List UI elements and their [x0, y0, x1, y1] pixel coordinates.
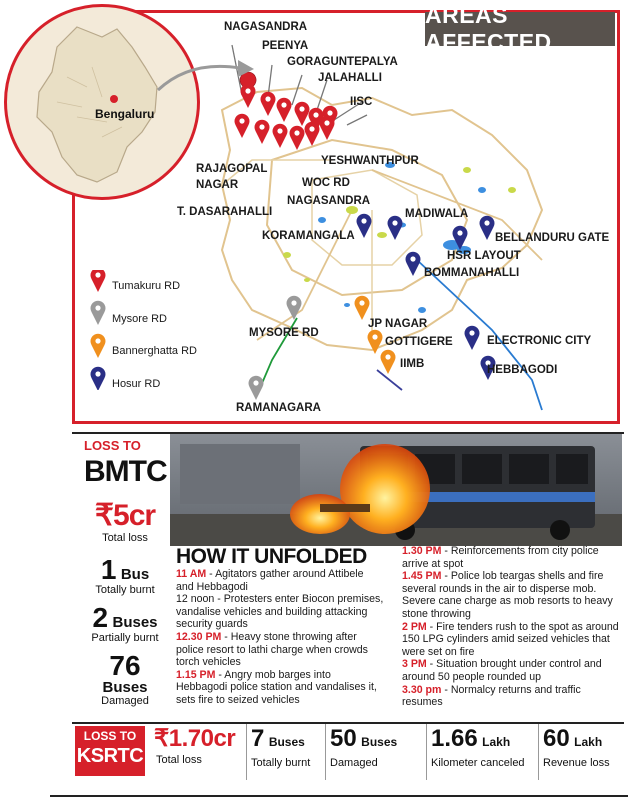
- bmtc-damaged-unit: Buses: [102, 679, 148, 696]
- pin-hosur: [453, 226, 468, 250]
- legend-bannerghatta: Bannerghatta RD: [112, 345, 197, 357]
- pin-hosur: [388, 216, 403, 240]
- ksrtc-damaged-label: Damaged: [330, 757, 378, 769]
- legend-pins: [88, 270, 108, 390]
- ksrtc-burnt-value: 7: [251, 725, 265, 752]
- timeline-text: 12 noon - Protesters enter Biocon premises, vandalise vehicles and building attacking security guards: [176, 593, 384, 631]
- bmtc-title: BMTC: [84, 455, 167, 488]
- pin-hosur: [465, 326, 480, 350]
- bmtc-partial: [80, 604, 170, 644]
- pin-bannerghatta: [368, 330, 383, 354]
- legend-mysore: Mysore RD: [112, 313, 168, 325]
- ksrtc-revenue-unit: Lakh: [574, 735, 603, 749]
- timeline-entry: [176, 593, 384, 631]
- bmtc-partial-value: 2: [92, 602, 109, 633]
- timeline-right-column: [402, 545, 620, 709]
- legend-pin-icon: [91, 270, 106, 292]
- bmtc-damaged-label: Damaged: [101, 695, 149, 707]
- timeline-entry: [402, 545, 620, 570]
- label-peenya: PEENYA: [262, 40, 309, 52]
- label-bellanduru-gate: BELLANDURU GATE: [495, 232, 610, 244]
- bottom-rule: [50, 795, 628, 797]
- timeline-entry: [176, 568, 384, 593]
- label-rajagopal-nagar: RAJAGOPAL NAGAR: [196, 163, 268, 191]
- bengaluru-dot: [110, 95, 118, 103]
- timeline-text: - Normalcy returns and traffic resumes: [402, 683, 581, 709]
- bmtc-total-loss-value: ₹5cr: [94, 499, 156, 532]
- pin-tumakuru: [295, 102, 310, 126]
- ksrtc-km-unit: Lakh: [482, 735, 511, 749]
- label-iisc: IISC: [350, 96, 373, 108]
- timeline-time: 3.30 pm: [402, 683, 442, 696]
- timeline-text: - Heavy stone throwing after police resort to lathi charge when crowds torch vehicles: [176, 630, 368, 669]
- ksrtc-km-value: 1.66: [431, 725, 478, 752]
- pin-mysore: [249, 376, 264, 400]
- pin-tumakuru: [235, 114, 250, 138]
- bmtc-burnt: [80, 556, 170, 596]
- areas-affected-title: AREAS AFFECTED: [425, 12, 615, 46]
- pin-tumakuru: [320, 116, 335, 140]
- label-jp-nagar: JP NAGAR: [368, 318, 428, 330]
- bmtc-damaged-value: 76: [109, 650, 141, 681]
- timeline-entry: [176, 669, 384, 707]
- pin-bannerghatta: [355, 296, 370, 320]
- burning-bus-photo: [170, 434, 622, 546]
- label-ramanagara: RAMANAGARA: [236, 402, 321, 414]
- label-bommanahalli: BOMMANAHALLI: [424, 267, 520, 279]
- pin-tumakuru: [255, 120, 270, 144]
- bmtc-burnt-value: 1: [100, 554, 117, 585]
- timeline-entry: [176, 631, 384, 669]
- timeline-text: - Reinforcements from city police arrive at spot: [402, 545, 599, 570]
- bmtc-total-loss: [80, 500, 170, 544]
- pin-hosur: [406, 252, 421, 276]
- timeline-entry: [402, 621, 620, 659]
- pin-tumakuru: [305, 122, 320, 146]
- timeline-time: 2 PM: [402, 620, 427, 633]
- pin-mysore: [287, 296, 302, 320]
- label-nagasandra-south: NAGASANDRA: [287, 195, 371, 207]
- label-goraguntepalya: GORAGUNTEPALYA: [287, 56, 398, 68]
- ksrtc-title: KSRTC: [76, 745, 144, 767]
- timeline-left-column: [176, 568, 384, 707]
- timeline-text: - Situation brought under control and around 50 people rounded up: [402, 658, 602, 683]
- pin-tumakuru: [261, 92, 276, 116]
- label-woc-rd: WOC RD: [302, 177, 350, 189]
- bmtc-burnt-label: Totally burnt: [95, 584, 155, 596]
- label-yeshwanthpur: YESHWANTHPUR: [321, 155, 419, 167]
- ksrtc-total-loss-value: ₹1.70cr: [154, 725, 236, 752]
- ksrtc-revenue-value: 60: [543, 725, 570, 752]
- ksrtc-damaged-unit: Buses: [361, 735, 398, 749]
- timeline-time: 1.30 PM: [402, 545, 442, 557]
- ksrtc-damaged: [325, 724, 426, 780]
- ksrtc-damaged-value: 50: [330, 725, 357, 752]
- ksrtc-burnt-unit: Buses: [268, 735, 305, 749]
- legend-hosur: Hosur RD: [112, 378, 161, 390]
- locator-arrow: [150, 50, 260, 110]
- ksrtc-loss-strip: [72, 722, 624, 780]
- label-t-dasarahalli: T. DASARAHALLI: [177, 206, 273, 218]
- timeline-time: 1.15 PM: [176, 668, 216, 681]
- timeline-text: - Fire tenders rush to the spot as around 150 LPG cylinders amid seized vehicles that were set on fire: [402, 620, 619, 658]
- timeline-entry: [402, 570, 620, 620]
- ksrtc-loss-to: LOSS TO: [83, 729, 137, 743]
- pin-hosur: [357, 214, 372, 238]
- label-hsr-layout: HSR LAYOUT: [447, 250, 521, 262]
- label-gottigere: GOTTIGERE: [385, 336, 453, 348]
- pin-hosur: [480, 216, 495, 240]
- timeline-time: 12.30 PM: [176, 630, 222, 643]
- pin-tumakuru: [273, 124, 288, 148]
- timeline-entry: [402, 684, 620, 709]
- ksrtc-burnt-label: Totally burnt: [251, 757, 311, 769]
- timeline-time: 3 PM: [402, 658, 427, 671]
- legend-tumakuru: Tumakuru RD: [112, 280, 181, 292]
- timeline-time: 11 AM: [176, 568, 207, 580]
- ksrtc-km: [426, 724, 539, 780]
- ksrtc-km-label: Kilometer canceled: [431, 757, 525, 769]
- bengaluru-label: Bengaluru: [95, 107, 155, 121]
- label-mysore-rd: MYSORE RD: [249, 327, 319, 339]
- timeline-time: 1.45 PM: [402, 570, 442, 583]
- bmtc-partial-unit: Buses: [112, 614, 158, 631]
- ksrtc-total-loss-label: Total loss: [156, 754, 202, 766]
- ksrtc-total-loss: [150, 724, 246, 780]
- legend-pin-icon: [91, 367, 106, 390]
- label-jalahalli: JALAHALLI: [318, 72, 382, 84]
- label-electronic-city: ELECTRONIC CITY: [487, 335, 592, 347]
- bmtc-total-loss-label: Total loss: [102, 532, 148, 544]
- ksrtc-revenue: [538, 724, 623, 780]
- pin-tumakuru: [290, 126, 305, 150]
- pin-bannerghatta: [381, 350, 396, 374]
- timeline-text: - Police lob teargas shells and fire several rounds in the air to disperse mob. Severe cane charge as mob resorts to heavy stone throwing: [402, 570, 613, 620]
- legend-pin-icon: [91, 334, 106, 358]
- bmtc-partial-label: Partially burnt: [91, 632, 159, 644]
- ksrtc-revenue-label: Revenue loss: [543, 757, 610, 769]
- timeline-text: - Agitators gather around Attibele and Hebbagodi: [176, 568, 364, 593]
- legend-pin-icon: [91, 301, 106, 325]
- timeline-text: - Angry mob barges into Hebbagodi police station and vandalises it, sets fire to seized vehicles: [176, 668, 377, 706]
- how-it-unfolded-title: HOW IT UNFOLDED: [176, 545, 367, 568]
- ksrtc-tag: [75, 726, 145, 776]
- ksrtc-burnt: [246, 724, 323, 780]
- bmtc-loss-to: LOSS TO: [84, 438, 141, 453]
- label-madiwala: MADIWALA: [405, 208, 469, 220]
- label-koramangala: KORAMANGALA: [262, 230, 355, 242]
- label-nagasandra-north: NAGASANDRA: [224, 21, 308, 33]
- bmtc-burnt-unit: Bus: [120, 566, 150, 583]
- burning-bus-image: [170, 434, 622, 546]
- timeline-entry: [402, 658, 620, 683]
- bmtc-damaged: [80, 652, 170, 707]
- label-iimb: IIMB: [400, 358, 425, 370]
- label-hebbagodi: HEBBAGODI: [487, 364, 558, 376]
- pin-tumakuru: [277, 98, 292, 122]
